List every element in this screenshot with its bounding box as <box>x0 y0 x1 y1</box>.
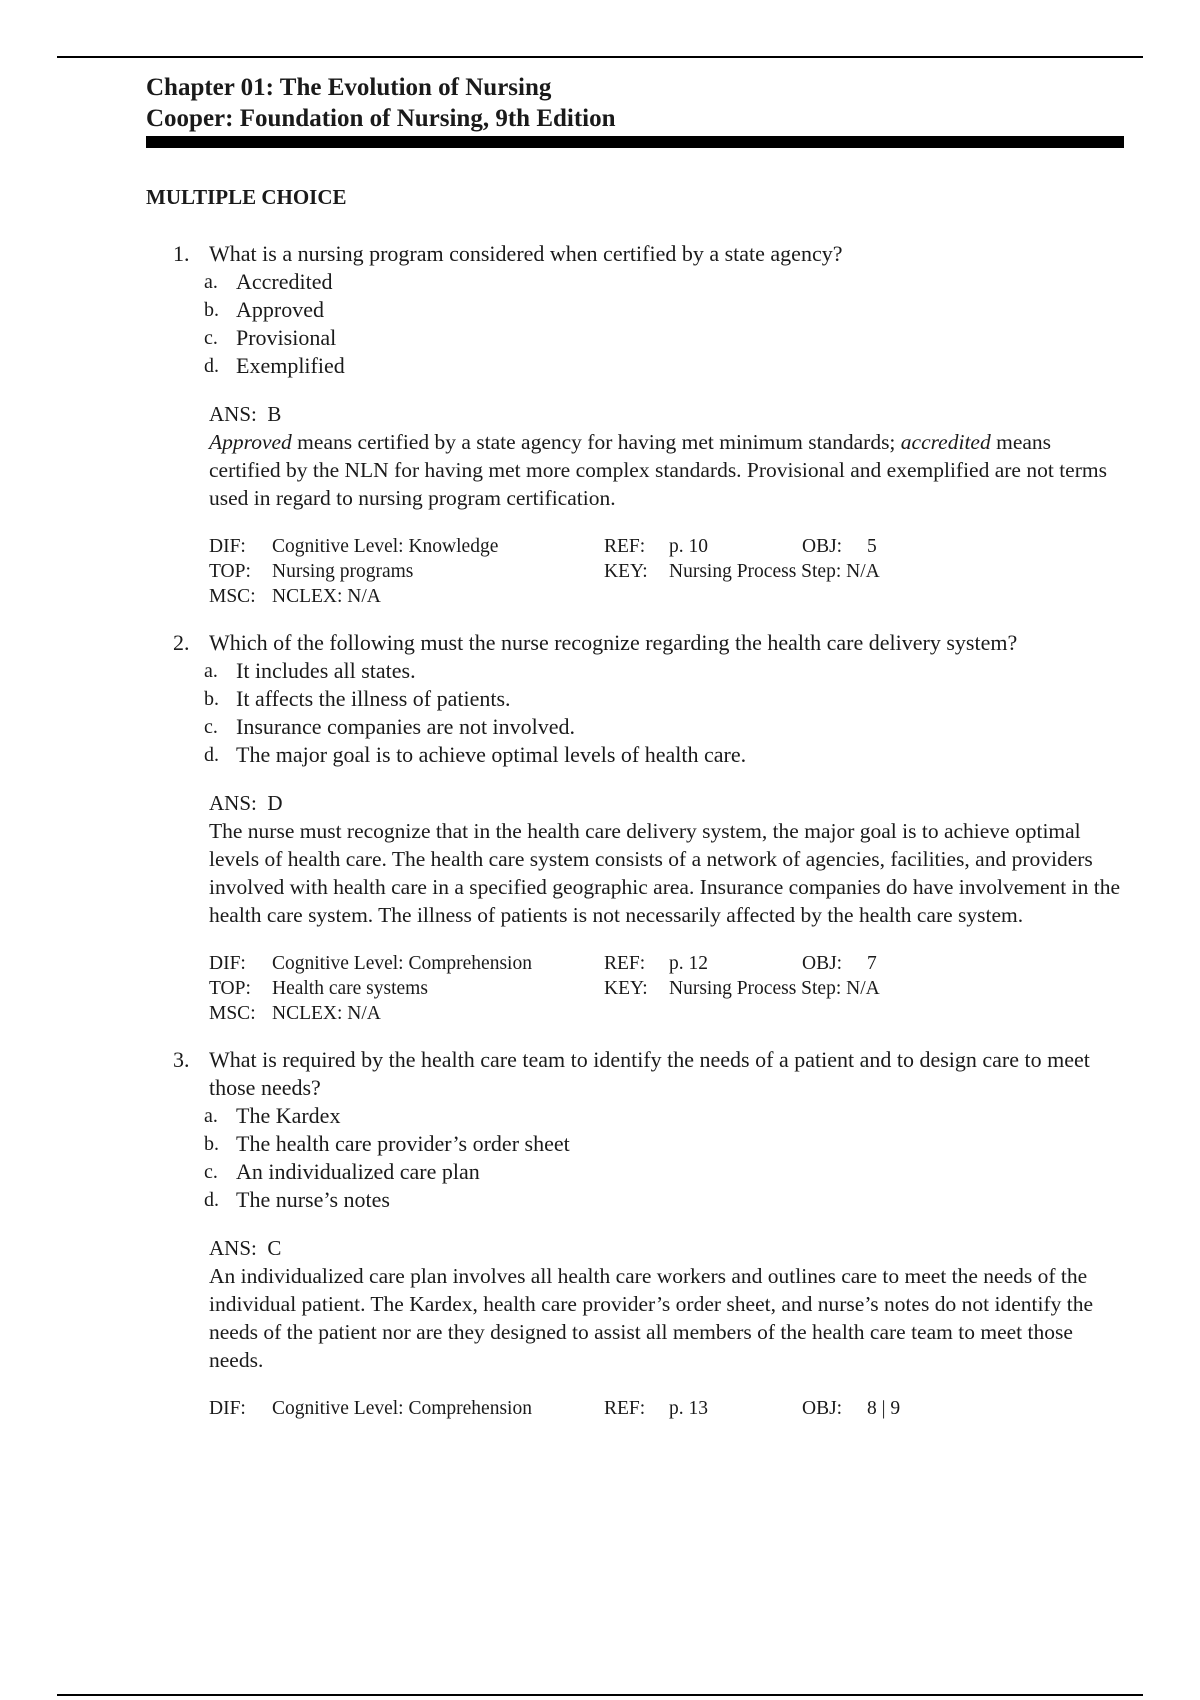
key-value: Nursing Process Step: N/A <box>669 978 880 999</box>
choice-b <box>204 296 1126 324</box>
choice-text: The Kardex <box>236 1103 341 1128</box>
choice-text: It affects the illness of patients. <box>236 686 511 711</box>
key-value: Nursing Process Step: N/A <box>669 561 880 582</box>
dif-value: Cognitive Level: Comprehension <box>272 953 532 974</box>
question-number: 2. <box>173 630 190 655</box>
choice-d <box>204 352 1126 380</box>
obj-label: OBJ: <box>802 953 843 974</box>
choice-d <box>204 1186 1126 1214</box>
choice-c <box>204 713 1126 741</box>
rationale-text: means certified by a state agency for having met minimum standards; <box>291 430 901 454</box>
top-label: TOP: <box>209 978 251 999</box>
choice-letter: b. <box>204 1133 219 1155</box>
choice-letter: a. <box>204 660 218 682</box>
question-text: Which of the following must the nurse recognize regarding the health care delivery system? <box>209 630 1018 655</box>
meta-row <box>209 584 1126 609</box>
rationale-emphasis: Approved <box>209 430 292 454</box>
msc-value: NCLEX: N/A <box>272 1003 381 1024</box>
answer-label: ANS: <box>209 791 257 815</box>
dif-label: DIF: <box>209 536 246 557</box>
question-text: What is required by the health care team to identify the needs of a patient and to design care to meet those needs? <box>209 1047 1090 1100</box>
document-page <box>146 72 1126 1441</box>
answer-line <box>209 400 1126 428</box>
ref-value: p. 10 <box>669 536 708 557</box>
choice-letter: a. <box>204 271 218 293</box>
obj-value: 7 <box>867 953 877 974</box>
choice-a <box>204 657 1126 685</box>
choice-letter: b. <box>204 299 219 321</box>
choice-list <box>204 268 1126 380</box>
choice-letter: c. <box>204 327 218 349</box>
choice-text: Exemplified <box>236 353 345 378</box>
question-number: 1. <box>173 241 190 266</box>
choice-letter: c. <box>204 1161 218 1183</box>
ref-value: p. 12 <box>669 953 708 974</box>
bottom-rule <box>57 1694 1143 1696</box>
meta-row <box>209 1001 1126 1026</box>
question-2 <box>146 629 1126 1026</box>
metadata-block <box>209 534 1126 609</box>
choice-b <box>204 685 1126 713</box>
ref-label: REF: <box>604 1398 646 1419</box>
choice-a <box>204 268 1126 296</box>
choice-text: Provisional <box>236 325 337 350</box>
msc-label: MSC: <box>209 586 256 607</box>
question-number: 3. <box>173 1047 190 1072</box>
top-label: TOP: <box>209 561 251 582</box>
answer-value: B <box>267 402 282 426</box>
obj-value: 5 <box>867 536 877 557</box>
meta-row <box>209 976 1126 1001</box>
top-value: Health care systems <box>272 978 428 999</box>
ref-label: REF: <box>604 536 646 557</box>
choice-text: It includes all states. <box>236 658 416 683</box>
dif-label: DIF: <box>209 953 246 974</box>
chapter-title: Chapter 01: The Evolution of Nursing <box>146 74 552 101</box>
choice-c <box>204 324 1126 352</box>
meta-row <box>209 951 1126 976</box>
rationale-emphasis: accredited <box>900 430 991 454</box>
answer-block <box>209 1234 1126 1374</box>
answer-label: ANS: <box>209 402 257 426</box>
choice-text: The major goal is to achieve optimal levels of health care. <box>236 742 747 767</box>
rationale <box>209 428 1126 512</box>
meta-row <box>209 1396 1126 1421</box>
book-title: Cooper: Foundation of Nursing, 9th Edition <box>146 105 616 132</box>
key-label: KEY: <box>604 978 648 999</box>
choice-a <box>204 1102 1126 1130</box>
obj-label: OBJ: <box>802 1398 843 1419</box>
choice-text: The health care provider’s order sheet <box>236 1131 570 1156</box>
choice-list <box>204 657 1126 769</box>
answer-value: C <box>267 1236 282 1260</box>
choice-letter: a. <box>204 1105 218 1127</box>
answer-value: D <box>267 791 283 815</box>
meta-row <box>209 559 1126 584</box>
top-value: Nursing programs <box>272 561 414 582</box>
dif-label: DIF: <box>209 1398 246 1419</box>
obj-label: OBJ: <box>802 536 843 557</box>
choice-text: Insurance companies are not involved. <box>236 714 576 739</box>
choice-d <box>204 741 1126 769</box>
dif-value: Cognitive Level: Comprehension <box>272 1398 532 1419</box>
question-3 <box>146 1046 1126 1421</box>
choice-list <box>204 1102 1126 1214</box>
top-rule <box>57 56 1143 58</box>
answer-line <box>209 1234 1126 1262</box>
section-title: MULTIPLE CHOICE <box>146 185 347 209</box>
ref-label: REF: <box>604 953 646 974</box>
answer-label: ANS: <box>209 1236 257 1260</box>
choice-b <box>204 1130 1126 1158</box>
choice-letter: d. <box>204 355 219 377</box>
msc-label: MSC: <box>209 1003 256 1024</box>
answer-line <box>209 789 1126 817</box>
rationale: The nurse must recognize that in the health care delivery system, the major goal is to achieve optimal levels of health care. The health care system consists of a network of agencies, facilities, and providers involved with health care in a specified geographic area. Insurance companies do have involvement in the health care system. The illness of patients is not necessarily affected by the health care system. <box>209 819 1121 927</box>
metadata-block <box>209 951 1126 1026</box>
choice-text: Accredited <box>236 269 333 294</box>
answer-block <box>209 400 1126 512</box>
choice-letter: b. <box>204 688 219 710</box>
choice-text: Approved <box>236 297 324 322</box>
choice-letter: d. <box>204 1189 219 1211</box>
choice-text: An individualized care plan <box>236 1159 480 1184</box>
dif-value: Cognitive Level: Knowledge <box>272 536 499 557</box>
metadata-block <box>209 1396 1126 1421</box>
answer-block <box>209 789 1126 929</box>
choice-letter: d. <box>204 744 219 766</box>
question-text: What is a nursing program considered when certified by a state agency? <box>209 241 843 266</box>
meta-row <box>209 534 1126 559</box>
key-label: KEY: <box>604 561 648 582</box>
msc-value: NCLEX: N/A <box>272 586 381 607</box>
choice-text: The nurse’s notes <box>236 1187 390 1212</box>
rationale: An individualized care plan involves all health care workers and outlines care to meet the needs of the individual patient. The Kardex, health care provider’s order sheet, and nurse’s notes do not identify the needs of the patient nor are they designed to assist all members of the health care team to meet those needs. <box>209 1264 1094 1372</box>
header-divider <box>146 136 1124 148</box>
ref-value: p. 13 <box>669 1398 708 1419</box>
choice-c <box>204 1158 1126 1186</box>
choice-letter: c. <box>204 716 218 738</box>
obj-value: 8 | 9 <box>867 1398 901 1419</box>
question-1 <box>146 240 1126 609</box>
rationale-text: means certified by the NLN for having met more complex standards. Provisional and exemplified are not terms used in regard to nursing program certification. <box>209 430 1107 510</box>
